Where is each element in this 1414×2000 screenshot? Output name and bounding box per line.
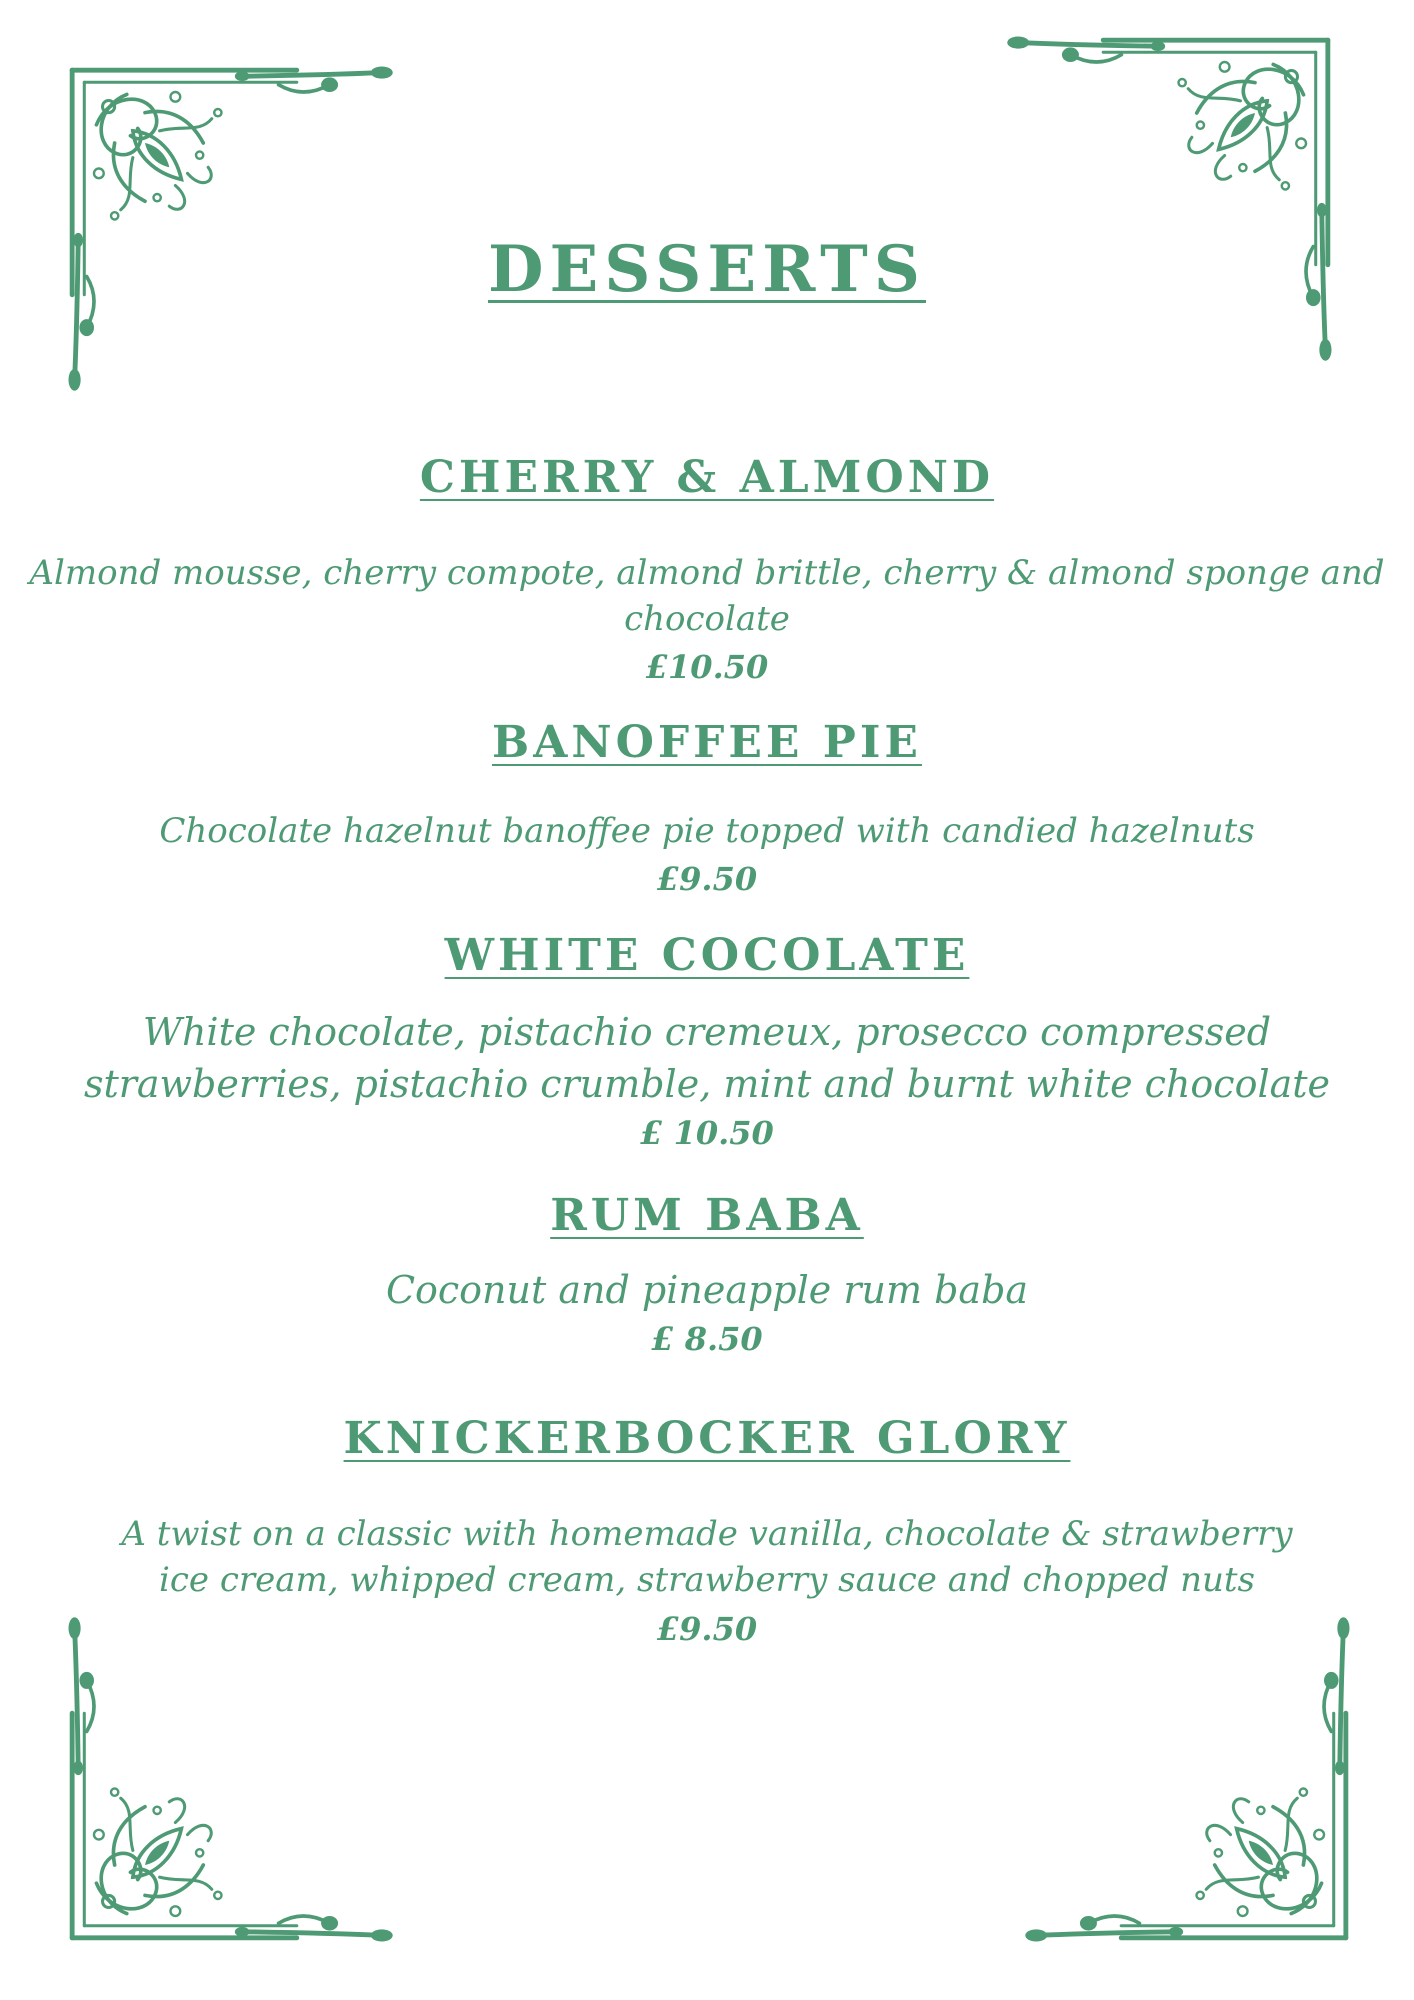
dessert-price-knickerbocker-glory: £9.50 [656, 1610, 758, 1648]
dessert-description-white-cocolate-line-1: White chocolate, pistachio cremeux, prosecco compressed [142, 1010, 1272, 1054]
dessert-description-cherry-almond-line-1: Almond mousse, cherry compote, almond brittle, cherry & almond sponge and [29, 553, 1385, 593]
dessert-description-cherry-almond-line-2: chocolate [624, 599, 790, 639]
dessert-description-white-cocolate-line-2: strawberries, pistachio crumble, mint and burnt white chocolate [83, 1062, 1331, 1106]
page-title: DESSERTS [488, 232, 926, 307]
dessert-price-banoffee-pie: £9.50 [656, 860, 758, 898]
dessert-price-white-cocolate: £ 10.50 [640, 1114, 774, 1152]
dessert-name-banoffee-pie: BANOFFEE PIE [492, 717, 922, 768]
dessert-description-banoffee-pie: Chocolate hazelnut banoffee pie topped with candied hazelnuts [159, 811, 1255, 851]
top-left-corner-ornament [60, 58, 400, 398]
dessert-price-rum-baba: £ 8.50 [651, 1320, 763, 1358]
top-right-corner-ornament [1000, 28, 1340, 368]
dessert-name-rum-baba: RUM BABA [550, 1190, 864, 1241]
dessert-price-cherry-almond: £10.50 [645, 648, 769, 686]
dessert-name-cherry-almond: CHERRY & ALMOND [419, 452, 995, 503]
dessert-description-rum-baba: Coconut and pineapple rum baba [385, 1268, 1029, 1312]
bottom-left-corner-ornament [60, 1610, 400, 1950]
dessert-name-white-cocolate: WHITE COCOLATE [444, 930, 970, 981]
dessert-description-knickerbocker-glory-line-1: A twist on a classic with homemade vanilla, chocolate & strawberry [121, 1514, 1293, 1554]
bottom-right-corner-ornament [1018, 1610, 1358, 1950]
dessert-description-knickerbocker-glory-line-2: ice cream, whipped cream, strawberry sauce and chopped nuts [158, 1560, 1256, 1600]
dessert-name-knickerbocker-glory: KNICKERBOCKER GLORY [343, 1413, 1071, 1464]
